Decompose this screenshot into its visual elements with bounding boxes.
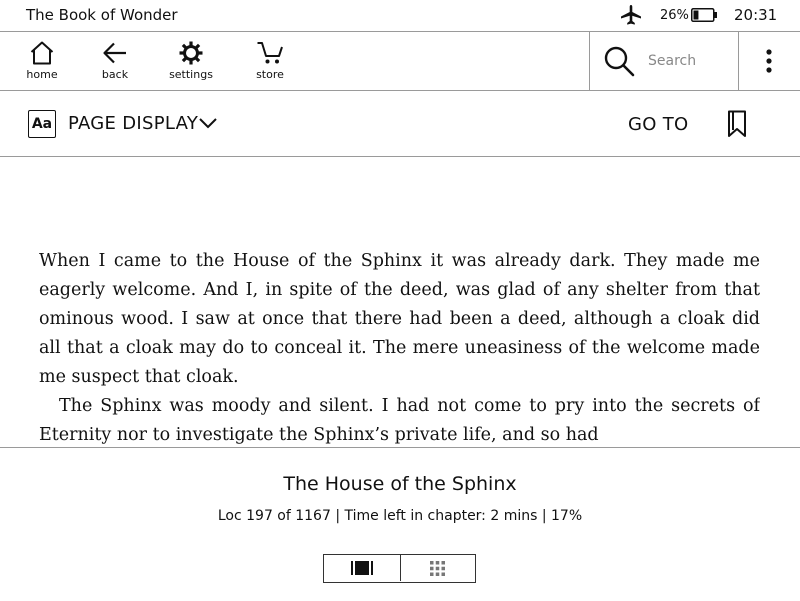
gear-icon — [178, 40, 204, 66]
back-label: back — [101, 68, 129, 81]
settings-label: settings — [169, 68, 213, 81]
grid-icon — [430, 561, 445, 576]
more-vertical-icon[interactable] — [752, 44, 786, 78]
back-button[interactable] — [85, 32, 145, 90]
home-icon — [29, 40, 55, 66]
arrow-left-icon — [102, 40, 128, 66]
home-label: home — [26, 68, 58, 81]
store-label: store — [256, 68, 284, 81]
battery-percent: 26% — [660, 8, 689, 23]
search-input[interactable] — [648, 50, 728, 72]
settings-button[interactable] — [161, 32, 221, 90]
goto-button[interactable]: GO TO — [628, 114, 689, 135]
page-view-button[interactable] — [324, 555, 401, 581]
search-icon — [603, 45, 635, 77]
font-aa-icon: Aa — [28, 110, 56, 138]
view-toggle — [323, 554, 476, 583]
reading-progress: Loc 197 of 1167 | Time left in chapter: 2 mins | 17% — [217, 508, 583, 524]
airplane-icon — [619, 4, 643, 26]
status-bar — [0, 0, 800, 32]
chapter-title: The House of the Sphinx — [283, 473, 517, 495]
store-button[interactable] — [240, 32, 300, 90]
cart-icon — [257, 40, 283, 66]
reader-footer — [0, 447, 800, 601]
search-box[interactable] — [589, 32, 739, 90]
home-button[interactable] — [12, 32, 72, 90]
grid-view-button[interactable] — [400, 555, 476, 581]
page-flip-icon — [351, 561, 373, 575]
toolbar — [0, 32, 800, 91]
page-display-label: PAGE DISPLAY — [68, 113, 199, 134]
book-paragraph: When I came to the House of the Sphinx it was already dark. They made me eagerly welcome. And I, in spite of the deed, was glad of any shelter from that ominous wood. I saw at once that there had been a deed, although a cloak did all that a cloak may do to conceal it. The mere uneasiness of the welcome made me suspect that cloak. — [39, 251, 760, 387]
book-paragraph: The Sphinx was moody and silent. I had not come to pry into the secrets of Eternity nor to investigate the Sphinx’s private life, and so had — [39, 396, 760, 445]
battery-icon — [691, 8, 717, 22]
book-page-content[interactable] — [39, 247, 760, 446]
status-book-title: The Book of Wonder — [26, 6, 178, 24]
clock: 20:31 — [734, 6, 778, 24]
chevron-down-icon — [198, 116, 218, 130]
reader-header — [0, 91, 800, 157]
bookmark-icon[interactable] — [727, 110, 747, 138]
